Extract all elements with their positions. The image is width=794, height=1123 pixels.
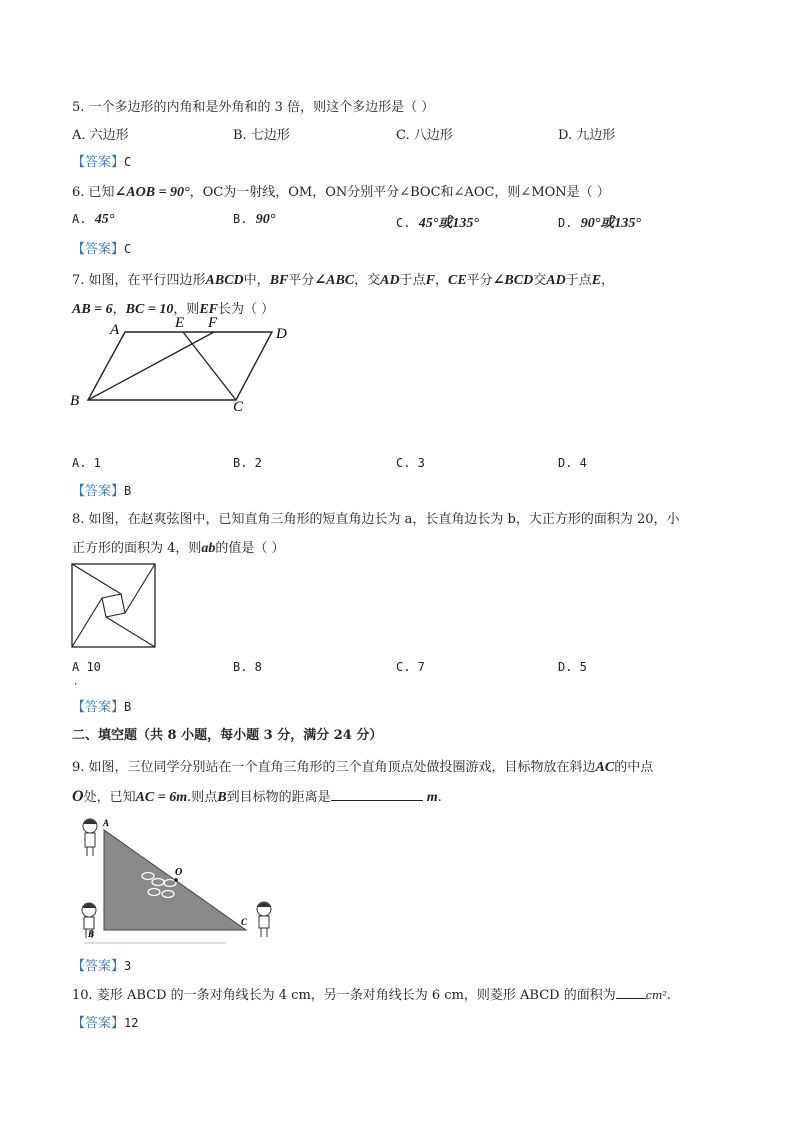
target-point-o [174, 878, 178, 882]
answer-value: C [124, 155, 132, 169]
q8-answer [72, 696, 131, 715]
label-b: B [88, 929, 95, 939]
answer-label: 【答案】 [72, 700, 125, 715]
q9-answer [72, 955, 131, 974]
q8-option-a: A 10 [72, 660, 101, 674]
answer-label: 【答案】 [72, 484, 125, 499]
student-a-icon [83, 819, 97, 856]
text: 正方形的面积为 4，则 [72, 541, 202, 556]
q9-stem-line2 [72, 786, 442, 806]
text: 平分 [288, 273, 315, 288]
q5-option-a: A. 六边形 [72, 128, 129, 143]
answer-value: B [124, 484, 132, 498]
triangle-edge [125, 564, 155, 613]
math: AC = 6m [135, 790, 188, 805]
label-f: F [208, 315, 218, 331]
q6-option-d [558, 212, 641, 232]
text: 交 [533, 273, 547, 288]
q7-option-a: A. 1 [72, 456, 101, 470]
q7-parallelogram-figure [66, 314, 296, 414]
answer-label: 【答案】 [72, 1016, 125, 1031]
text: 长为（ ） [218, 302, 275, 317]
math: ABCD [205, 273, 244, 288]
answer-label: 【答案】 [72, 155, 125, 170]
option-value: 45° [94, 212, 115, 227]
q6-math-angle: ∠AOB = 90° [114, 185, 190, 200]
q10-answer [72, 1012, 138, 1031]
option-value: 90° [255, 212, 276, 227]
triangle-edge [72, 598, 102, 647]
q6-answer [72, 238, 131, 257]
student-c-icon [257, 902, 271, 937]
math: ∠BCD [492, 273, 534, 288]
math: CE [447, 273, 467, 288]
q8-zhaoshuang-figure [71, 563, 157, 649]
small-square [102, 594, 125, 617]
label-c: C [233, 399, 244, 414]
q8-stem-line2 [72, 537, 285, 557]
math: AD [380, 273, 400, 288]
text: 平分 [466, 273, 493, 288]
text: .则点 [187, 790, 218, 805]
math: EF [199, 302, 219, 317]
math: BF [269, 273, 289, 288]
label-d: D [276, 326, 287, 342]
text: 到目标物的距离是 [226, 790, 331, 805]
text: 于点 [399, 273, 426, 288]
q7-option-d: D. 4 [558, 456, 587, 470]
q9-triangle-figure [76, 812, 276, 947]
text: 的中点 [614, 760, 654, 775]
math: AD [546, 273, 566, 288]
label-e: E [175, 315, 185, 331]
option-value: 45°或135° [418, 216, 479, 231]
label-c: C [241, 917, 248, 927]
section-title: 二、填空题（共 8 小题，每小题 3 分，满分 24 分） [72, 728, 383, 743]
math: AC [595, 760, 615, 775]
label-o: O [175, 867, 183, 878]
option-value: 90°或135° [580, 216, 641, 231]
q6-rest: ，OC为一射线，OM，ON分别平分∠BOC和∠AOC，则∠MON是（ ） [189, 185, 610, 200]
math: F [425, 273, 435, 288]
math: O [72, 788, 84, 805]
answer-value: B [124, 700, 132, 714]
q8-option-c: C. 7 [396, 660, 425, 674]
large-square [72, 564, 155, 647]
q9-stem-line1 [72, 756, 653, 776]
text: ， [112, 302, 126, 317]
text: ，则 [173, 302, 200, 317]
option-letter: A. [72, 212, 87, 226]
q6-option-a [72, 212, 114, 228]
q5-option-c: C. 八边形 [396, 128, 453, 143]
q5-option-d: D. 九边形 [558, 128, 616, 143]
segment-ce [183, 332, 236, 400]
answer-blank[interactable] [616, 986, 646, 999]
answer-value: C [124, 242, 132, 256]
q6-prefix: 6. 已知 [72, 185, 115, 200]
text: 中， [243, 273, 270, 288]
answer-blank[interactable] [331, 788, 423, 801]
parallelogram-abcd [88, 332, 272, 400]
math: AB = 6 [72, 302, 113, 317]
math: m [426, 790, 438, 805]
q8-stem-line1: 8. 如图，在赵爽弦图中，已知直角三角形的短直角边长为 a，长直角边长为 b，大正方形的面积为 20，小 [72, 512, 680, 527]
answer-value: 12 [124, 1016, 139, 1030]
q7-option-c: C. 3 [396, 456, 425, 470]
text: ， [434, 273, 448, 288]
unit: cm² [645, 989, 667, 1002]
math: B [217, 790, 227, 805]
q5-option-b: B. 七边形 [233, 128, 290, 143]
math: BC = 10 [125, 302, 174, 317]
text: . [437, 790, 442, 805]
q5-answer [72, 151, 131, 170]
text: ， [601, 273, 615, 288]
text: 的值是（ ） [215, 541, 285, 556]
option-letter: B. [233, 212, 248, 226]
label-a: A [103, 818, 110, 828]
text: 10. 菱形 ABCD 的一条对角线长为 4 cm，另一条对角线长为 6 cm，则菱形 ABCD 的面积为 [72, 988, 616, 1003]
q8-option-d: D. 5 [558, 660, 587, 674]
label-a: A [110, 322, 120, 338]
option-letter: C. [396, 216, 411, 230]
answer-value: 3 [124, 959, 132, 973]
text: 9. 如图，三位同学分别站在一个直角三角形的三个直角顶点处做投圈游戏，目标物放在斜边 [72, 760, 596, 775]
text: 于点 [565, 273, 592, 288]
text: 7. 如图，在平行四边形 [72, 273, 206, 288]
q6-option-c [396, 212, 479, 232]
q5-stem: 5. 一个多边形的内角和是外角和的 3 倍，则这个多边形是（ ） [72, 100, 435, 115]
math: E [591, 273, 602, 288]
math: ∠ABC [314, 273, 355, 288]
triangle-edge [72, 564, 121, 594]
triangle-edge [106, 617, 155, 647]
answer-label: 【答案】 [72, 242, 125, 257]
q7-answer [72, 480, 131, 499]
q8-option-b: B. 8 [233, 660, 262, 674]
q7-option-b: B. 2 [233, 456, 262, 470]
option-letter: D. [558, 216, 573, 230]
q8-stray-dot: ． [74, 674, 85, 687]
text: 处，已知 [83, 790, 136, 805]
text: . [666, 988, 671, 1003]
q10-stem [72, 984, 671, 1003]
q7-stem-line1 [72, 269, 614, 289]
text: ，交 [354, 273, 381, 288]
math: ab [201, 541, 216, 556]
q6-option-b [233, 212, 275, 228]
q6-stem [72, 181, 610, 201]
label-b: B [70, 393, 80, 409]
answer-label: 【答案】 [72, 959, 125, 974]
